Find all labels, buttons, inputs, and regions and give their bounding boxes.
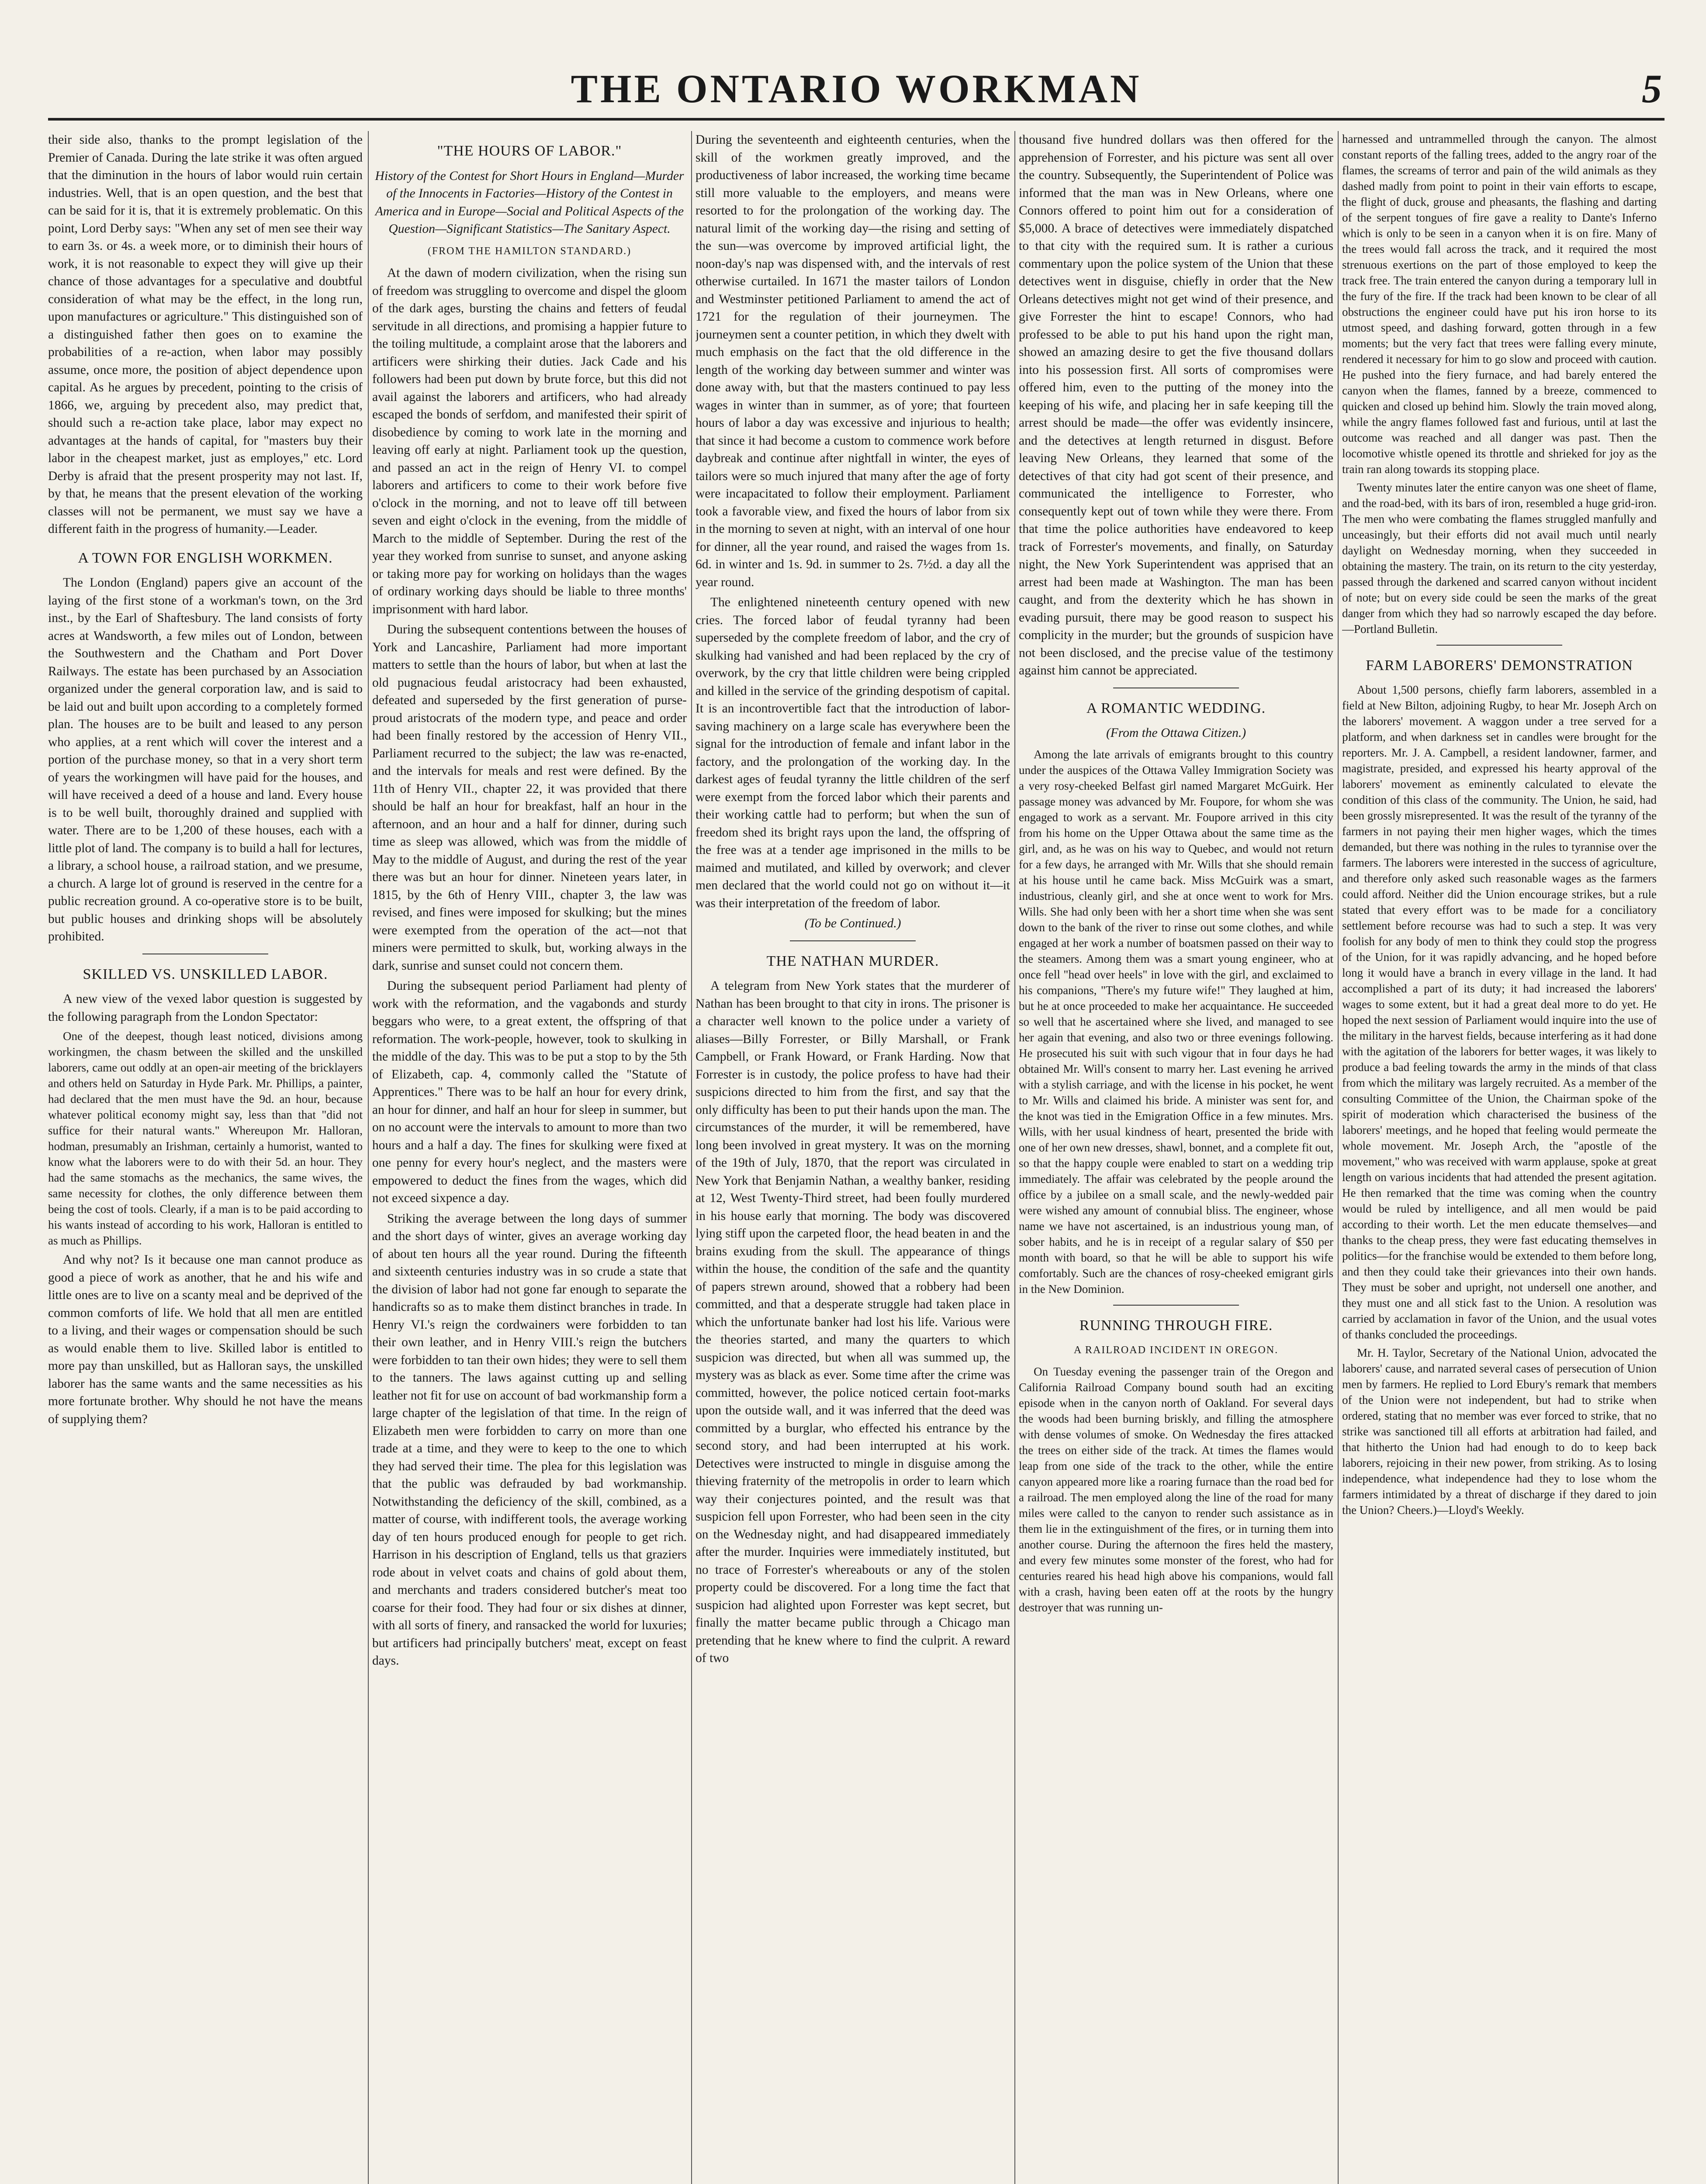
article-text: The enlightened nineteenth century opened with new cries. The forced labor of feudal tyranny had been superseded by the complete freedom of labor, and the cry of skulking had vanished and had been replaced by the cry of overwork, by the cry that little children were being crippled and killed in the service of the grinding despotism of capital. It is an incontrovertible fact that the introduction of labor-saving machinery on a large scale has everywhere been the signal for the introduction of female and infant labor in the factory, and the prolongation of the working day. In the darkest ages of feudal tyranny the little children of the serf were exempt from the forced labor which their parents and their working cattle had to perform; but when the sun of freedom shed its bright rays upon the land, the offspring of the free was at a tender age imprisoned in the mills to be maimed and mutilated, and killed by overwork; and clever men declared that the world could not go on without it—it was their interpretation of the freedom of labor.	[696, 595, 1010, 910]
column-1	[48, 131, 363, 2184]
article-subheading: A RAILROAD INCIDENT IN OREGON.	[1073, 1344, 1279, 1356]
article-heading: THE NATHAN MURDER.	[766, 953, 939, 969]
article-source: (From the Ottawa Citizen.)	[1106, 726, 1246, 740]
article-heading: SKILLED VS. UNSKILLED LABOR.	[83, 966, 328, 982]
column-2	[372, 131, 687, 2184]
column-3	[696, 131, 1010, 2184]
article-text: During the seventeenth and eighteenth centuries, when the skill of the workmen greatly improved, and the productiveness of labor increased, the working time became still more valuable to the employers, and means were resorted to for the prolongation of the working day. The natural limit of the working day—the rising and setting of the sun—was overcome by improved artificial light, the noon-day's nap was dispensed with, and the intervals of rest otherwise curtailed. In 1671 the master tailors of London and Westminster petitioned Parliament to amend the act of 1721 for the regulation of their journeymen. The journeymen sent a counter petition, in which they dwelt with much emphasis on the fact that the old difference in the length of the working day between summer and winter was done away with, but that the masters continued to pay less wages in winter than in summer, as of yore; that fourteen hours of labor a day was excessive and injurious to health; that since it had become a custom to commence work before daybreak and continue after nightfall in winter, the eyes of tailors were so much injured that many after the age of forty were incapacitated to follow their employment. Parliament took a favorable view, and fixed the hours of labor from six in the morning to seven at night, with an interval of one hour for dinner, all the year round, and raised the wages from 1s. 6d. in winter and 1s. 9d. in summer to 2s. 7½d. a day all the year round.	[696, 133, 1010, 589]
article-text: Among the late arrivals of emigrants brought to this country under the auspices of the Ottawa Valley Immigration Society was a very rosy-cheeked Belfast girl named Margaret McGuirk. Her passage money was advanced by Mr. Foupore, for whom she was engaged to work as a servant. Mr. Foupore arrived in this city from his home on the Upper Ottawa about the same time as the girl, and, as he was on his way to Quebec, and would not return for a few days, he arranged with Mr. Wills that she should remain at his house until he came back. Miss McGuirk was a smart, industrious, cleanly girl, and she at once went to work for Mrs. Wills. She had only been with her a short time when she was sent down to the bank of the river to rinse out some clothes, and while engaged at her work a number of boatsmen passed on their way to the steamers. Among them was a smart young engineer, who at once fell "head over heels" in love with the girl, and exclaimed to his companions, "There's my future wife!" They laughed at him, but he at once proceeded to make her acquaintance. He succeeded so well that he ascertained where she lived, and managed to see her again that evening, and also two or three evenings following. He prosecuted his suit with such vigour that in four days he had obtained Mr. Will's consent to marry her. Last evening he arrived with a stylish carriage, and with the license in his pocket, he went to Mr. Wills and claimed his bride. A minister was sent for, and the knot was tied in the Emigration Office in a few minutes. Mrs. Wills, with her usual kindness of heart, presented the bride with one of her own new dresses, shawl, bonnet, and a complete fit out, so that the happy couple were enabled to start on a wedding trip immediately. The affair was celebrated by the people around the office by a jubilee on a small scale, and the newly-wedded pair were wished any amount of connubial bliss. The engineer, whose name we have not ascertained, is an industrious young man, of sober habits, and he is in receipt of a regular salary of $50 per month with board, so that he will be able to support his wife comfortably. Such are the chances of rosy-cheeked emigrant girls in the New Dominion.	[1019, 747, 1333, 1296]
article-text: Striking the average between the long days of summer and the short days of winter, gives an average working day of about ten hours all the year round. During the fifteenth and sixteenth centuries industry was in so crude a state that the division of labor had not gone far enough to separate the handicrafts so as to make them distinct branches in trade. In Henry VI.'s reign the cordwainers were forbidden to tan their own leather, and in Henry VIII.'s reign the butchers were forbidden to tan their own hides; they were to sell them to the tanners. The laws against cutting up and selling leather not fit for use on account of bad workmanship form a large chapter of the legislation of that time. In the reign of Elizabeth men were forbidden to carry on more than one trade at a time, and they were to keep to the one to which they had served their time. The plea for this legislation was that the public was defrauded by bad workmanship. Notwithstanding the deficiency of the skill, combined, as a matter of course, with indifferent tools, the average working day of ten hours produced enough for people to get rich. Harrison in his description of England, tells us that graziers rode about in velvet coats and chains of gold about them, and merchants and traders considered butcher's meat too coarse for their food. They had four or six dishes at dinner, with all sorts of finery, and ransacked the world for luxuries; but artificers had principally butchers' meat, except on feast days.	[372, 1211, 687, 1668]
column-divider	[691, 131, 692, 2184]
section-rule	[1436, 645, 1562, 646]
masthead	[48, 66, 1664, 111]
continued-note: (To be Continued.)	[804, 916, 901, 930]
column-4	[1019, 131, 1333, 2184]
article-text: The London (England) papers give an account of the laying of the first stone of a workman's town, on the 3rd inst., by the Earl of Shaftesbury. The land consists of forty acres at Wandsworth, a few miles out of London, between the Southwestern and the Chatham and Port Dover Railways. The estate has been purchased by an Association organized under the general corporation law, and is said to be laid out and built upon according to a completely formed plan. The houses are to be built and leased to any person who applies, at a rent which will cover the interest and a portion of the purchase money, so that in a very short term of years the workingmen will have paid for the houses, and will have received a deed of a house and land. Every house is to be well built, thoroughly drained and supplied with water. There are to be 1,200 of these houses, each with a little plot of land. The company is to build a hall for lectures, a library, a school house, a railroad station, and we presume, a church. A large lot of ground is reserved in the centre for a public recreation ground. A co-operative store is to be built, but public houses and drinking shops will be absolutely prohibited.	[48, 576, 363, 943]
section-rule	[1113, 1305, 1239, 1306]
article-text: Mr. H. Taylor, Secretary of the National Union, advocated the laborers' cause, and narrated several cases of persecution of Union men by farmers. He replied to Lord Ebury's remark that members of the Union were not independent, but had to strike when ordered, stating that no member was ever forced to strike, that no strike was sanctioned till all efforts at arbitration had failed, and that hitherto the Union had had enough to do to keep back laborers, rejoicing in their new power, from striking. As to losing independence, what independence had they to lose whom the farmers intimidated by a threat of discharge if they dared to join the Union? Cheers.)—Lloyd's Weekly.	[1342, 1346, 1657, 1517]
article-text: A new view of the vexed labor question is suggested by the following paragraph from the London Spectator:	[48, 992, 363, 1024]
article-heading: "THE HOURS OF LABOR."	[437, 143, 622, 159]
section-rule	[790, 940, 916, 941]
column-divider	[1338, 131, 1339, 2184]
column-divider	[1014, 131, 1015, 2184]
article-heading: A ROMANTIC WEDDING.	[1086, 700, 1266, 716]
masthead-rule	[48, 118, 1664, 121]
article-text: harnessed and untrammelled through the canyon. The almost constant reports of the falling trees, added to the angry roar of the flames, the screams of terror and pain of the wild animals as they dashed madly from point to point in their vain efforts to escape, the flight of duck, grouse and pheasants, the flashing and darting of the serpent tongues of fire gave a reality to Dante's Inferno which is only to be seen in a canyon when it is on fire. Many of the trees would fall across the track, and it required the most strenuous exertions on the part of those employed to keep the track free. The train entered the canyon during a temporary lull in the fury of the fire. If the track had been known to be clear of all obstructions the engineer could have put his iron horse to its utmost speed, and dashing forward, gotten through in a few moments; but the very fact that trees were falling every minute, rendered it necessary for him to go slow and proceed with caution. He pushed into the fiery furnace, and had barely entered the canyon when the flames, fanned by a breeze, commenced to quicken and closed up behind him. Slowly the train moved along, while the angry flames followed fast and furious, until at last the outcome was reached and all danger was past. Then the locomotive whistle opened its throttle and shrieked for joy as the train ran along towards its stopping place.	[1342, 132, 1657, 476]
article-text: thousand five hundred dollars was then offered for the apprehension of Forrester, and his picture was sent all over the country. Subsequently, the Superintendent of Police was informed that the man was in New Orleans, where one Connors offered to point him out for a consideration of $5,000. A brace of detectives were immediately dispatched to that city with the required sum. It is rather a curious commentary upon the police system of the Union that these detectives went in disguise, chiefly in order that the New Orleans detectives might not get wind of their presence, and give Forrester the hint to escape! Connors, who had professed to be able to put his hand upon the right man, showed an amazing desire to get the five thousand dollars into his possession first. All sorts of compromises were offered him, even to the putting of the money into the keeping of his wife, and placing her in safe keeping till the arrest should be made—the offer was evidently insincere, and the detectives at length returned in disgust. Before leaving New Orleans, they learned that some of the detectives of that city had got scent of their presence, and communicated the intelligence to Forrester, who consequently kept out of town while they were there. From that time the police authorities have endeavored to keep track of Forrester's movements, and finally, on Saturday night, the New York Superintendent was apprised that an arrest had been made at Washington. The man has been caught, and from the dexterity which he has shown in evading pursuit, there may be good reason to suspect his complicity in the murder; but the grounds of suspicion have not been disclosed, and the precise value of the testimony against him cannot be appreciated.	[1019, 133, 1333, 677]
article-text: During the subsequent contentions between the houses of York and Lancashire, Parliament had more important matters to settle than the hours of labor, but when at last the old pugnacious feudal aristocracy had been exhausted, defeated and superseded by the first generation of purse-proud aristocrats of the modern type, and peace and order had been finally restored by the accession of Henry VII., Parliament recurred to the subject; the law was re-enacted, and the intervals for meals and rest were defined. By the 11th of Henry VII., chapter 22, it was provided that there should be half an hour for breakfast, half an hour in the afternoon, and an hour and a half for dinner, during such time as sleep was allowed, which was from the middle of May to the middle of August, and during the rest of the year there was but an hour for dinner. Nineteen years later, in 1815, by the 6th of Henry VIII., chapter 3, the law was revised, and fines were imposed for skulking; but the mines were exempted from the operation of the act—not that miners were permitted to skulk, but, working always in the dark, sunrise and sunset could not concern them.	[372, 622, 687, 973]
article-text: On Tuesday evening the passenger train of the Oregon and California Railroad Company bound south had an exciting episode when in the canyon north of Oakland. For several days the woods had been burning briskly, and filling the atmosphere with dense volumes of smoke. On Wednesday the fires attacked the trees on either side of the track. At times the flames would leap from one side of the track to the other, while the entire canyon appeared more like a roaring furnace than the road bed for a railroad. The men employed along the line of the road for many miles were called to the canyon to render such assistance as in them lie in the extinguishment of the fires, or in turning them into another course. During the afternoon the fires held the mastery, and every few minutes some monster of the forest, who had for centuries reared his head high above his companions, would fall with a crash, having been eaten off at the roots by the hungry destroyer that was running un-	[1019, 1365, 1333, 1614]
column-5	[1342, 131, 1657, 2184]
article-text: During the subsequent period Parliament had plenty of work with the reformation, and the vagabonds and sturdy beggars who were, to a great extent, the offspring of that reformation. The work-people, however, took to skulking in the middle of the day. This was to be put a stop to by the 5th of Elizabeth, cap. 4, commonly called the "Statute of Apprentices." There was to be half an hour for every drink, an hour for dinner, and half an hour for sleep in summer, but on no account were the intervals to amount to more than two hours and a half a day. The fines for skulking were fixed at one penny for every hour's neglect, and the masters were empowered to deduct the fines from the wages, which did not exceed sixpence a day.	[372, 979, 687, 1205]
article-heading: FARM LABORERS' DEMONSTRATION	[1366, 657, 1633, 674]
masthead-title: THE ONTARIO WORKMAN	[571, 66, 1142, 111]
column-divider	[368, 131, 369, 2184]
article-subheading: History of the Contest for Short Hours in England—Murder of the Innocents in Factories—History of the Contest in America and in Europe—Social and Political Aspects of the Question—Significant Statistics—The Sanitary Aspect.	[375, 169, 684, 236]
article-text: At the dawn of modern civilization, when the rising sun of freedom was struggling to overcome and dispel the gloom of the dark ages, bursting the chains and fetters of feudal servitude in all directions, and promising a happier future to the toiling multitude, a complaint arose that the laborers and artificers were shirking their duties. Jack Cade and his followers had been put down by brute force, but this did not avail against the laborers and artificers, who had already escaped the bonds of serfdom, and manifested their spirit of disobedience by coming to work late in the morning and leaving off early at night. Parliament took up the question, and passed an act in the reign of Henry VI. to compel laborers and artificers to come to their work before five o'clock in the morning, and not to leave off till between seven and eight o'clock in the evening, from the middle of March to the middle of September. During the rest of the year they worked from sunrise to sunset, and anyone asking or taking more pay for working on holidays than the wages of ordinary working days should be liable to three months' imprisonment with hard labor.	[372, 266, 687, 616]
article-heading: A TOWN FOR ENGLISH WORKMEN.	[78, 549, 333, 566]
quoted-text: One of the deepest, though least noticed, divisions among workingmen, the chasm between the skilled and the unskilled laborers, came out oddly at an open-air meeting of the bricklayers and others held on Saturday in Hyde Park. Mr. Phillips, a painter, had declared that the men must have the 9d. an hour, because whatever political economy might say, less than that "did not suffice for their natural wants." Whereupon Mr. Halloran, hodman, presumably an Irishman, certainly a humorist, wanted to know what the laborers were to do with their 5d. an hour. They had the same stomachs as the mechanics, the same wives, the same necessity for clothes, the only difference between them being the cost of tools. Clearly, if a man is to be paid according to his wants instead of according to his work, Halloran is entitled to as much as Phillips.	[48, 1030, 363, 1247]
article-text: And why not? Is it because one man cannot produce as good a piece of work as another, that he and his wife and little ones are to live on a scanty meal and be deprived of the common comforts of life. We hold that all men are entitled to a living, and their wages or compensation should be such as would enable them to live. Skilled labor is entitled to more pay than unskilled, but as Halloran says, the unskilled laborer has the same wants and the same necessities as his more fortunate brother. Why should he not have the means of supplying them?	[48, 1253, 363, 1426]
article-text: About 1,500 persons, chiefly farm laborers, assembled in a field at New Bilton, adjoining Rugby, to hear Mr. Joseph Arch on the laborers' movement. A waggon under a tree served for a platform, and when darkness set in candles were brought for the reporters. Mr. J. A. Campbell, a resident landowner, farmer, and magistrate, presided, and expressed his hearty approval of the laborers' movement as eminently calculated to elevate the condition of this class of the community. The Union, he said, had been grossly misrepresented. It was the result of the tyranny of the farmers in not paying their men higher wages, which the times demanded, but there was nothing in the rules to tyrannise over the farmers. The laborers were interested in the success of agriculture, and therefore only asked such reasonable wages as the farmers could afford. Neither did the Union encourage strikes, but a rule stated that every effort was to be made for a conciliatory settlement before recourse was had to such a step. It was very foolish for any body of men to think they could stop the progress of the Union, for it was rapidly advancing, and he hoped before long it would have a branch in every village in the land. It had accomplished a part of its duty; it had increased the laborers' wages to some extent, but it had a great deal more to do yet. He hoped the next session of Parliament would inquire into the use of the military in the harvest fields, because interfering as it had done with the agitation of the laborers for better wages, it was likely to produce a bad feeling towards the army in the minds of that class from which the military was largely recruited. As a member of the consulting Committee of the Union, the Chairman spoke of the spirit of moderation which characterised the business of the laborers' meetings, and he hoped that feeling would permeate the whole movement. Mr. Joseph Arch, the "apostle of the movement," who was received with warm applause, spoke at great length on various incidents that had attended the present agitation. He then remarked that the time was coming when the country would be ruled by intelligence, and all men would be paid according to their worth. Let the men educate themselves—and thanks to the cheap press, they were fast educating themselves in politics—for the franchise would be extended to them before long, and then they could take their grievances into their own hands. They must be sober and upright, not undersell one another, and they must one and all stick fast to the Union. A resolution was carried by acclamation in favor of the Union, and the usual votes of thanks concluded the proceedings.	[1342, 683, 1657, 1341]
article-heading: RUNNING THROUGH FIRE.	[1079, 1317, 1273, 1334]
article-source: (FROM THE HAMILTON STANDARD.)	[427, 245, 632, 257]
article-text: their side also, thanks to the prompt legislation of the Premier of Canada. During the late strike it was often argued that the diminution in the hours of labor would ruin certain industries. Well, that is an open question, and the best that can be said for it is, that it is extremely problematic. On this point, Lord Derby says: "When any set of men see their way to earn 3s. or 4s. a week more, or to diminish their hours of work, it is not reasonable to expect they will give up their chance of those advantages for a speculative and doubtful consideration of what may be the effect, in the long run, upon manufactures or agriculture." This distinguished son of a distinguished father then goes on to examine the probabilities of a re-action, when labor may possibly assume, once more, the position of abject dependence upon capital. As he argues by precedent, pointing to the crisis of 1866, we, arguing by precedent also, may predict that, should such a re-action take place, labor may expect no advantages at the hands of capital, for "masters buy their labor in the cheapest market, just as employes," etc. Lord Derby is afraid that the present prosperity may not last. If, by that, he means that the present elevation of the working classes will not be permanent, we must say we have a different faith in the progress of humanity.—Leader.	[48, 133, 363, 536]
page-number: 5	[1642, 66, 1664, 111]
article-text: Twenty minutes later the entire canyon was one sheet of flame, and the road-bed, with its bars of iron, resembled a huge grid-iron. The men who were combating the flames struggled manfully and unceasingly, but their efforts did not avail much until nearly daylight on Wednesday morning, when they succeeded in obtaining the mastery. The train, on its return to the city yesterday, passed through the darkened and scarred canyon without incident of note; but on every side could be seen the marks of the great danger from which they had so narrowly escaped the day before.—Portland Bulletin.	[1342, 481, 1657, 636]
article-text: A telegram from New York states that the murderer of Nathan has been brought to that city in irons. The prisoner is a character well known to the police under a variety of aliases—Billy Forrester, or Billy Marshall, or Frank Campbell, or Frank Howard, or Frank Harding. Now that Forrester is in custody, the police profess to have had their suspicions directed to him from the first, and say that the only difficulty has been to put their hands upon the man. The circumstances of the murder, it will be remembered, have long been involved in great mystery. It was on the morning of the 19th of July, 1870, that the report was circulated in New York that Benjamin Nathan, a wealthy banker, residing at 12, West Twenty-Third street, had been foully murdered in his house early that morning. The body was discovered lying stiff upon the carpeted floor, the head beaten in and the brains exuding from the skull. The appearance of things within the house, the condition of the safe and the quantity of papers strewn around, showed that a robbery had been committed, and that a desperate struggle had taken place in which the unfortunate banker had lost his life. Various were the theories started, and many the quarters to which suspicion was directed, but when all was summed up, the mystery was as black as ever. Some time after the crime was committed, however, the police noticed certain foot-marks upon the outside wall, and it was inferred that the deed was committed by a burglar, who effected his entrance by the second story, and had been interrupted at his work. Detectives were instructed to mingle in disguise among the thieving fraternity of the metropolis in order to learn which way their conjectures pointed, and the result was that suspicion fell upon Forrester, who had been seen in the city on the Wednesday night, and had disappeared immediately after the murder. Inquiries were immediately instituted, but no trace of Forrester's whereabouts or any of the stolen property could be discovered. For a long time the fact that suspicion had alighted upon Forrester was kept secret, but finally the matter became public through a Chicago man pretending that he knew where to find the culprit. A reward of two	[696, 979, 1010, 1665]
